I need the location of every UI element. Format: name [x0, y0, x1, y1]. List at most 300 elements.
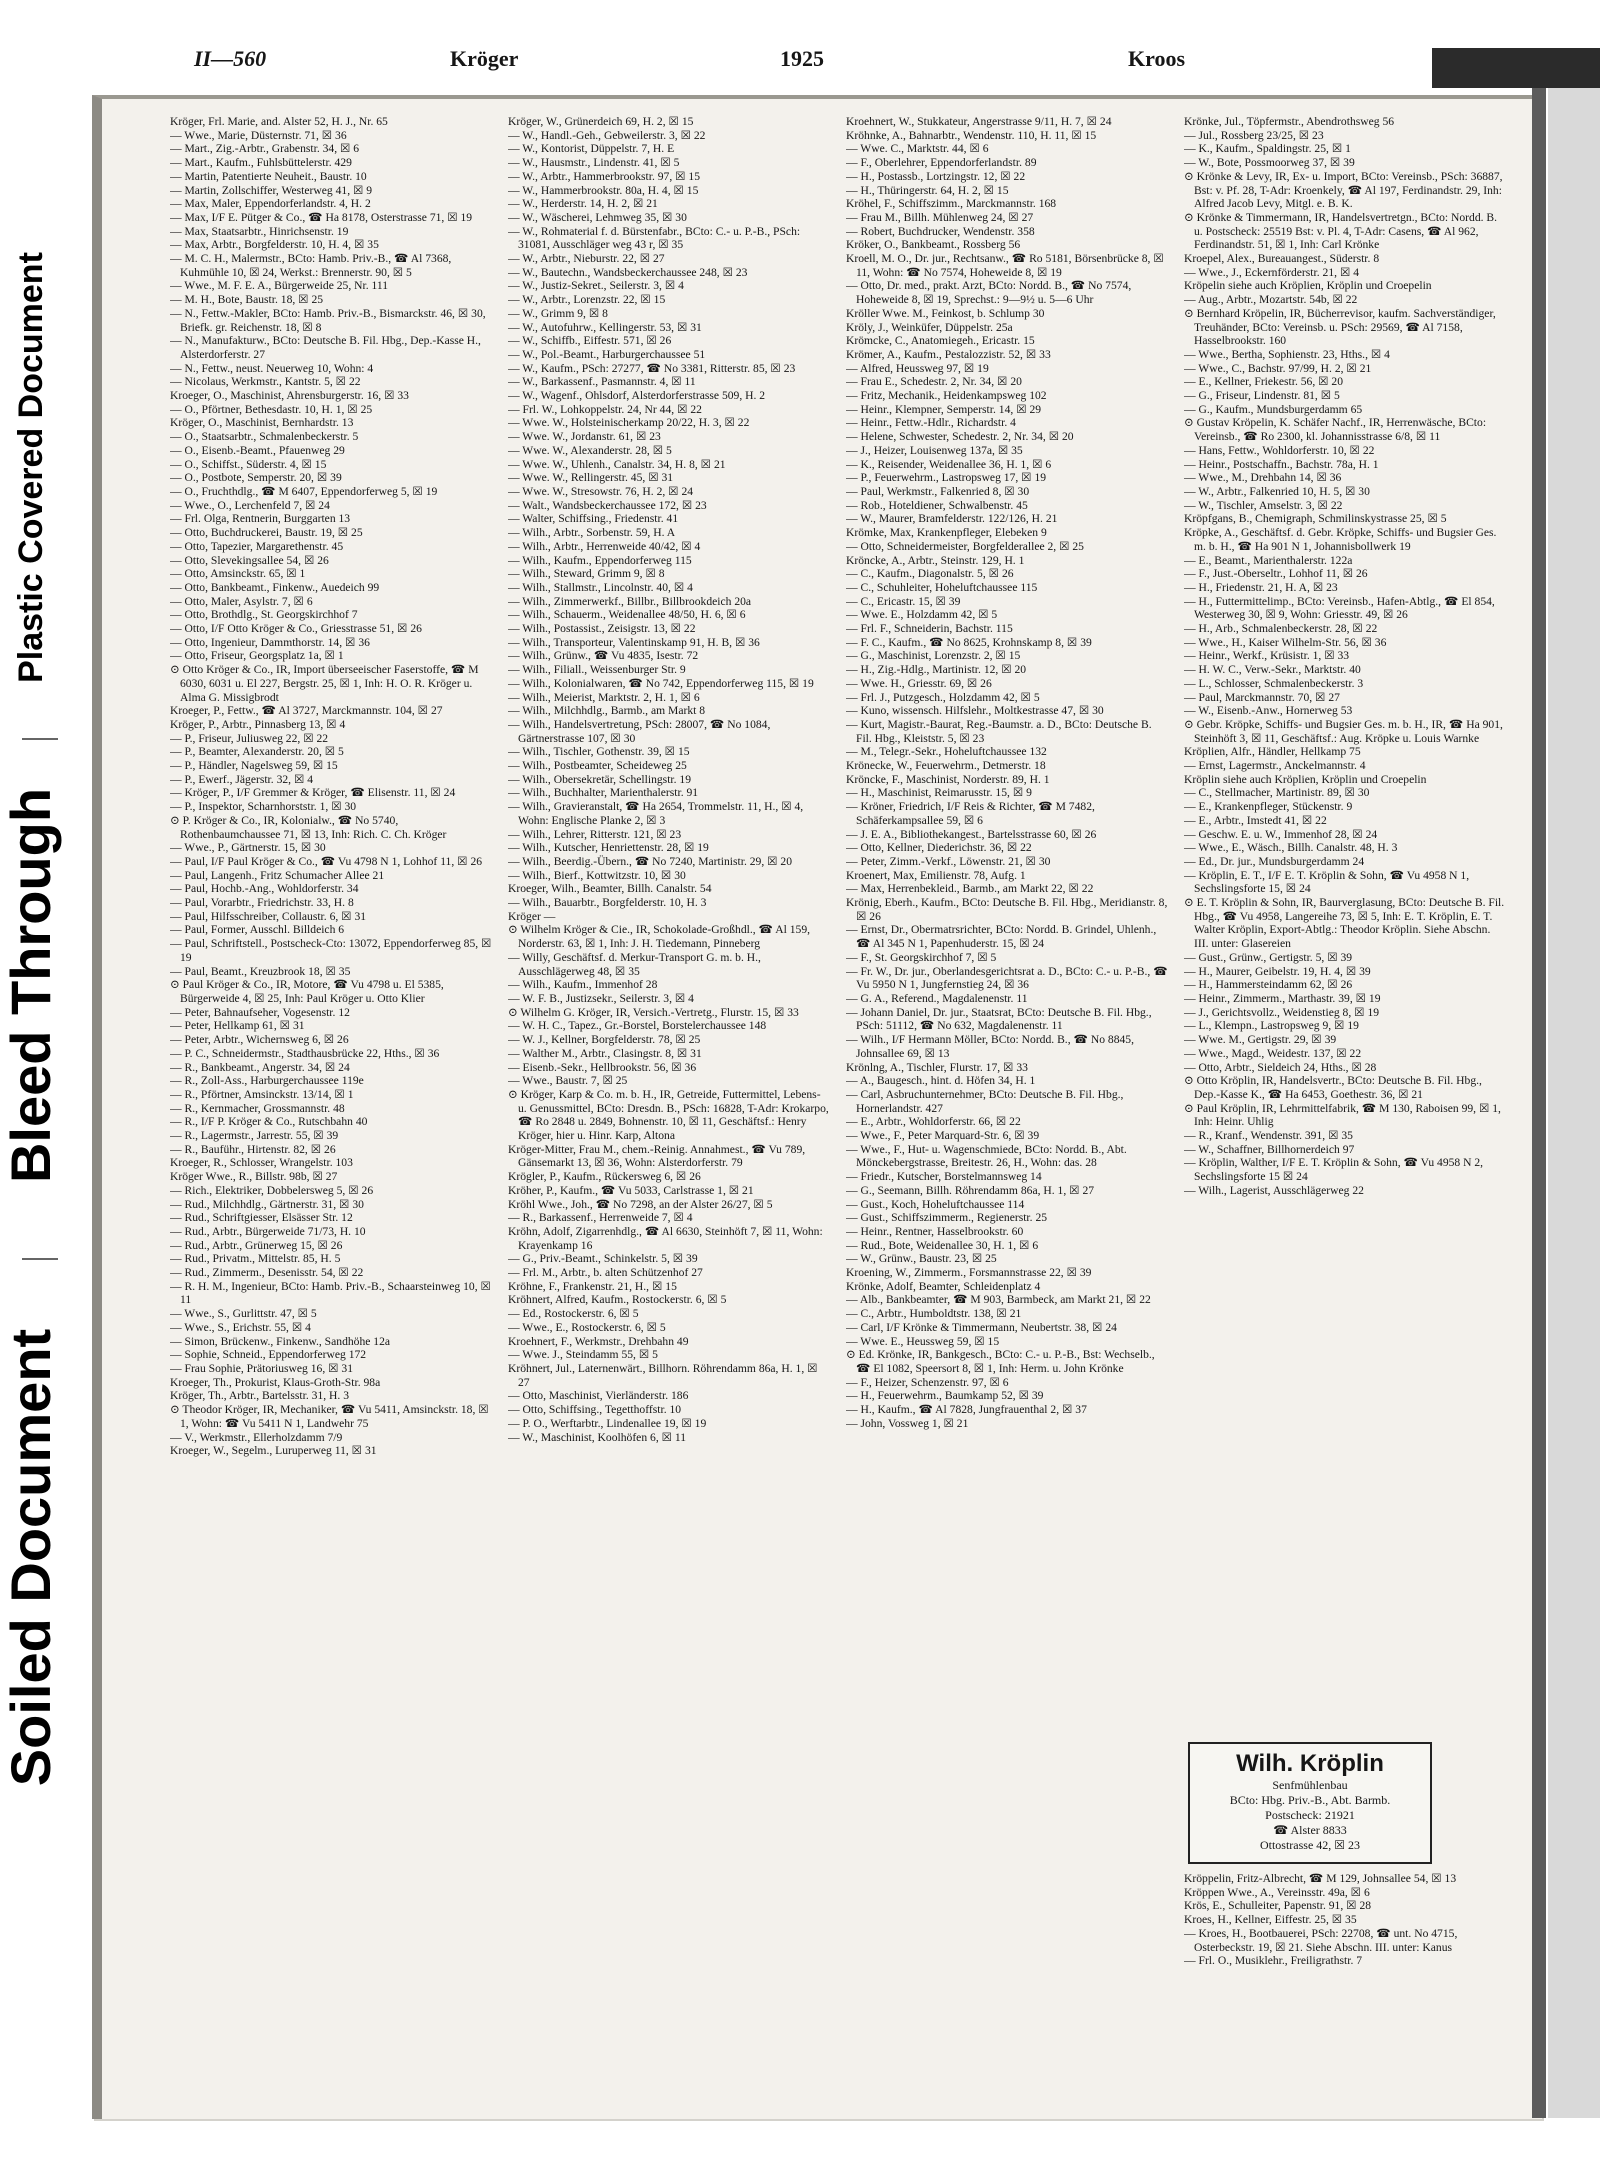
directory-entry: ⊙ P. Kröger & Co., IR, Kolonialw., ☎ No 5740, Rothenbaumchaussee 71, ☒ 13, Inh: Rich. C. Ch. Kröger — [170, 813, 447, 841]
directory-entry: — Robert, Buchdrucker, Wendenstr. 358 — [846, 224, 1035, 238]
directory-entry: — Wwe., H., Kaiser Wilhelm-Str. 56, ☒ 36 — [1184, 635, 1387, 649]
scan-margin-shadow — [1548, 88, 1600, 2118]
header-year: 1925 — [780, 46, 824, 71]
directory-entry: — Paul, Hochb.-Ang., Wohldorferstr. 34 — [170, 882, 359, 896]
directory-entry: — Frl. J., Putzgesch., Holzdamm 42, ☒ 5 — [846, 690, 1040, 704]
directory-entry: — W., Kaufm., PSch: 27277, ☎ No 3381, Ritterstr. 85, ☒ 23 — [508, 361, 796, 375]
directory-entry: — P., Beamter, Alexanderstr. 20, ☒ 5 — [170, 745, 344, 759]
directory-entry: — Otto, Ingenieur, Dammthorstr. 14, ☒ 36 — [170, 635, 370, 649]
directory-entry: — Friedr., Kutscher, Borstelmannsweg 14 — [846, 1170, 1042, 1184]
directory-entry: — Wilh., Postbeamter, Scheideweg 25 — [508, 759, 687, 773]
directory-entry: ⊙ Paul Kröplin, IR, Lehrmittelfabrik, ☎ M 130, Raboisen 99, ☒ 1, Inh: Heinr. Uhlig — [1184, 1101, 1501, 1129]
directory-entry: — Wilh., Lagerist, Ausschlägerweg 22 — [1184, 1183, 1364, 1197]
directory-entry: — Wwe. H., Griesstr. 69, ☒ 26 — [846, 676, 992, 690]
side-label-bleed-text: Bleed Through — [0, 787, 63, 1183]
directory-entry: Krönke, Jul., Töpfermstr., Abendrothsweg 56 — [1184, 115, 1395, 128]
directory-entry: — Kroes, H., Bootbauerei, PSch: 22708, ☎ unt. No 4715, Osterbeckstr. 19, ☒ 21. Siehe Abschn. III. unter: Kanus — [1184, 1926, 1458, 1954]
directory-entry: — Frau E., Schedestr. 2, Nr. 34, ☒ 20 — [846, 375, 1022, 389]
directory-entry: ⊙ Paul Kröger & Co., IR, Motore, ☎ Vu 4798 u. El 5385, Bürgerweide 4, ☒ 25, Inh: Paul Kröger u. Otto Klier — [170, 978, 444, 1005]
directory-entry: — C., Stellmacher, Martinistr. 89, ☒ 30 — [1184, 786, 1370, 800]
directory-entry: — Peter, Zimm.-Verkf., Löwenstr. 21, ☒ 30 — [846, 854, 1051, 868]
directory-entry: — Wilh., Filiall., Weissenburger Str. 9 — [508, 663, 686, 677]
directory-entry: Kröplin siehe auch Kröplien, Kröplin und Croepelin — [1184, 772, 1427, 786]
directory-entry: — Wwe., Marie, Düsternstr. 71, ☒ 36 — [170, 128, 347, 142]
directory-entry: — W., Grimm 9, ☒ 8 — [508, 306, 608, 320]
directory-entry: — Wilh., Beerdig.-Übern., ☎ No 7240, Martinistr. 29, ☒ 20 — [508, 854, 793, 868]
directory-entry: — Otto, Brothdlg., St. Georgskirchhof 7 — [170, 608, 358, 622]
directory-entry: ⊙ Theodor Kröger, IR, Mechaniker, ☎ Vu 5411, Amsinckstr. 18, ☒ 1, Wohn: ☎ Vu 5411 N 1, Landwehr 75 — [170, 1403, 489, 1430]
directory-entry: — Wwe., F., Peter Marquard-Str. 6, ☒ 39 — [846, 1129, 1040, 1143]
directory-entry: — Rud., Privatm., Mittelstr. 85, H. 5 — [170, 1252, 341, 1266]
directory-entry: — Otto, Schneidermeister, Borgfelderallee 2, ☒ 25 — [846, 539, 1084, 553]
directory-entry: Kröhnert, Alfred, Kaufm., Rostockerstr. 6, ☒ 5 — [508, 1293, 727, 1307]
directory-entry: — W., Justiz-Sekret., Seilerstr. 3, ☒ 4 — [508, 279, 684, 293]
directory-entry: — Ernst, Dr., Obermatrsrichter, BCto: Nordd. B. Grindel, Uhlenh., ☎ Al 345 N 1, Papenhuderstr. 15, ☒ 24 — [846, 923, 1157, 951]
directory-entry: — W., Tischler, Amselstr. 3, ☒ 22 — [1184, 498, 1343, 512]
directory-entry: — Otto, Slevekingsallee 54, ☒ 26 — [170, 553, 329, 567]
directory-entry: — Max, Herrenbekleid., Barmb., am Markt 22, ☒ 22 — [846, 882, 1094, 896]
directory-column-2 — [508, 115, 830, 1995]
directory-entry: — Rud., Schriftgiesser, Elsässer Str. 12 — [170, 1211, 353, 1225]
page-number: II—560 — [194, 46, 267, 71]
directory-entry: — Wilh., Milchhdlg., Barmb., am Markt 8 — [508, 704, 706, 718]
directory-entry: — John, Vossweg 1, ☒ 21 — [846, 1416, 969, 1430]
directory-entry: — K., Kaufm., Spaldingstr. 25, ☒ 1 — [1184, 142, 1351, 156]
directory-entry: — Wilh., Arbtr., Herrenweide 40/42, ☒ 4 — [508, 539, 701, 553]
directory-entry: — Alfred, Heussweg 97, ☒ 19 — [846, 361, 989, 375]
directory-entry: Kröller Wwe. M., Feinkost, b. Schlump 30 — [846, 306, 1045, 320]
directory-entry: — R., Barkassenf., Herrenweide 7, ☒ 4 — [508, 1211, 693, 1225]
directory-entry: — Simon, Brückenw., Finkenw., Sandhöhe 12a — [170, 1334, 391, 1348]
directory-entry: Krönke, Adolf, Beamter, Schleidenplatz 4 — [846, 1279, 1041, 1293]
directory-entry: — Alb., Bankbeamter, ☎ M 903, Barmbeck, am Markt 21, ☒ 22 — [846, 1293, 1151, 1307]
directory-entry: — Walt., Wandsbeckerchaussee 172, ☒ 23 — [508, 498, 707, 512]
directory-entry: — J. E. A., Bibliothekangest., Bartelsstrasse 60, ☒ 26 — [846, 827, 1097, 841]
header-last-name: Kroos — [1128, 46, 1186, 71]
directory-entry: — W. F. B., Justizsekr., Seilerstr. 3, ☒ 4 — [508, 992, 694, 1005]
directory-entry: — Paul, Langenh., Fritz Schumacher Allee 21 — [170, 868, 385, 882]
directory-entry: — W., Arbtr., Hammerbrookstr. 97, ☒ 15 — [508, 169, 701, 183]
directory-entry: — Wilh., Bauarbtr., Borgfelderstr. 10, H. 3 — [508, 896, 707, 910]
directory-entry: — W., Bautechn., Wandsbeckerchaussee 248, ☒ 23 — [508, 265, 748, 279]
directory-entry: — Paul, Former, Ausschl. Billdeich 6 — [170, 923, 345, 937]
directory-entry: — G., Friseur, Lindenstr. 81, ☒ 5 — [1184, 389, 1340, 403]
side-label-divider — [22, 1258, 58, 1260]
directory-entry: — G., Kaufm., Mundsburgerdamm 65 — [1184, 402, 1363, 416]
directory-entry: — Johann Daniel, Dr. jur., Staatsrat, BCto: Deutsche B. Fil. Hbg., PSch: 51112, ☎ No 632, Magdalenenstr. 11 — [846, 1005, 1152, 1033]
directory-entry: Kröhnert, Jul., Laternenwärt., Billhorn. Röhrendamm 86a, H. 1, ☒ 27 — [508, 1361, 818, 1389]
directory-entry: — R., Kernmacher, Grossmannstr. 48 — [170, 1101, 345, 1115]
directory-entry: — Rud., Bote, Weidenallee 30, H. 1, ☒ 6 — [846, 1238, 1039, 1252]
directory-entry: — Heinr., Werkf., Krüsistr. 1, ☒ 33 — [1184, 649, 1350, 663]
directory-entry: — Wilh., Schauerm., Weidenallee 48/50, H. 6, ☒ 6 — [508, 608, 746, 622]
directory-entry: Kroeger, R., Schlosser, Wrangelstr. 103 — [170, 1156, 353, 1170]
side-label-plastic-covered — [0, 195, 62, 740]
directory-entry: — Otto, Maler, Asylstr. 7, ☒ 6 — [170, 594, 313, 608]
directory-entry: — Wilh., Handelsvertretung, PSch: 28007, ☎ No 1084, Gärtnerstrasse 107, ☒ 30 — [508, 717, 771, 745]
directory-entry: — W., Eisenb.-Anw., Hornerweg 53 — [1184, 704, 1353, 718]
directory-entry: — Martin, Patentierte Neuheit., Baustr. 10 — [170, 169, 367, 183]
directory-entry: Kröppelin, Fritz-Albrecht, ☎ M 129, Johnsallee 54, ☒ 13 — [1184, 1872, 1457, 1885]
directory-entry: — W., Hausmstr., Lindenstr. 41, ☒ 5 — [508, 156, 680, 170]
directory-entry: — H., Zig.-Hdlg., Martinistr. 12, ☒ 20 — [846, 663, 1027, 677]
directory-entry: — V., Werkmstr., Ellerholzdamm 7/9 — [170, 1430, 343, 1444]
directory-entry: — Otto, Tapezier, Margarethenstr. 45 — [170, 539, 344, 553]
directory-entry: — Otto, Maschinist, Vierländerstr. 186 — [508, 1389, 689, 1403]
directory-entry: — Helene, Schwester, Schedestr. 2, Nr. 34, ☒ 20 — [846, 430, 1074, 444]
page-edge-shadow — [1532, 88, 1546, 2118]
directory-entry: Kröpfgans, B., Chemigraph, Schmilinskystrasse 25, ☒ 5 — [1184, 512, 1447, 526]
directory-entry: — Wilh., Bierf., Kottwitzstr. 10, ☒ 30 — [508, 868, 686, 882]
directory-entry: Krös, E., Schulleiter, Papenstr. 91, ☒ 28 — [1184, 1899, 1372, 1913]
directory-entry: — Rud., Zimmerm., Desenisstr. 54, ☒ 22 — [170, 1266, 364, 1280]
directory-entry: — Nicolaus, Werkmstr., Kantstr. 5, ☒ 22 — [170, 375, 361, 389]
directory-entry: — W., Arbtr., Falkenried 10, H. 5, ☒ 30 — [1184, 484, 1370, 498]
directory-entry: — Mart., Kaufm., Fuhlsbüttelerstr. 429 — [170, 156, 352, 170]
directory-entry: — Wilh., Kaufm., Eppendorferweg 115 — [508, 553, 692, 567]
directory-entry: Kröker, O., Bankbeamt., Rossberg 56 — [846, 238, 1021, 252]
directory-entry: — Otto, Schiffsing., Tegetthoffstr. 10 — [508, 1403, 682, 1417]
directory-entry: — Wilh., Kutscher, Henriettenstr. 28, ☒ 19 — [508, 841, 709, 855]
directory-entry: — Max, Arbtr., Borgfelderstr. 10, H. 4, ☒ 35 — [170, 238, 379, 252]
directory-entry: — Fr. W., Dr. jur., Oberlandesgerichtsrat a. D., BCto: C.- u. P.-B., ☎ Vu 5950 N 1, Jungfernstieg 24, ☒ 36 — [846, 964, 1168, 992]
directory-entry: — Martin, Zollschiffer, Westerweg 41, ☒ 9 — [170, 183, 373, 197]
directory-entry: — Wwe., P., Gärtnerstr. 15, ☒ 30 — [170, 841, 326, 855]
directory-entry: — Wilh., I/F Hermann Möller, BCto: Nordd. B., ☎ No 8845, Johnsallee 69, ☒ 13 — [846, 1033, 1134, 1060]
directory-entry: ⊙ Krönke & Timmermann, IR, Handelsvertretgn., BCto: Nordd. B. u. Postscheck: 25519 Bst: v. Pl. 4, T-Adr: Casens, ☎ Al 962, Ferdinandstr. 51, ☒ 1, Inh: Carl Krönke — [1184, 210, 1498, 252]
directory-entry: — W., Wäscherei, Lehmweg 35, ☒ 30 — [508, 210, 687, 224]
directory-entry: Kröhne, F., Frankenstr. 21, H., ☒ 15 — [508, 1279, 677, 1293]
directory-entry: — P., Inspektor, Scharnhorststr. 1, ☒ 30 — [170, 800, 357, 814]
directory-entry: — C., Ericastr. 15, ☒ 39 — [846, 594, 961, 608]
directory-entry: — P. O., Werftarbtr., Lindenallee 19, ☒ 19 — [508, 1416, 707, 1430]
directory-entry: — Wilh., Steward, Grimm 9, ☒ 8 — [508, 567, 665, 581]
directory-entry: — W. H. C., Tapez., Gr.-Borstel, Borstelerchaussee 148 — [508, 1019, 767, 1033]
directory-entry: — W., Rohmaterial f. d. Bürstenfabr., BCto: C.- u. P.-B., PSch: 31081, Ausschläger weg 43 r, ☒ 35 — [508, 224, 801, 252]
directory-entry: Krönecke, W., Feuerwehrm., Detmerstr. 18 — [846, 759, 1046, 773]
directory-entry: — Wilh., Stallmstr., Lincolnstr. 40, ☒ 4 — [508, 580, 693, 594]
directory-entry: — Wwe., F., Hut- u. Wagenschmiede, BCto: Nordd. B., Abt. Mönckebergstrasse, Breitestr. 26, H., Wohn: das. 28 — [846, 1142, 1127, 1170]
directory-entry: — Wwe. W., Alexanderstr. 28, ☒ 5 — [508, 443, 672, 457]
directory-column-1 — [170, 115, 492, 1995]
directory-entry: — M. C. H., Malermstr., BCto: Hamb. Priv.-B., ☎ Al 7368, Kuhmühle 10, ☒ 24, Werkst.: Brennerstr. 90, ☒ 5 — [170, 252, 452, 279]
directory-entry: — P., Feuerwehrm., Lastropsweg 17, ☒ 19 — [846, 471, 1047, 485]
directory-entry: — G., Priv.-Beamt., Schinkelstr. 5, ☒ 39 — [508, 1252, 698, 1266]
directory-entry: — H., Friedenstr. 21, H. A, ☒ 23 — [1184, 580, 1338, 594]
directory-entry: Kröhl Wwe., Joh., ☎ No 7298, an der Alster 26/27, ☒ 5 — [508, 1197, 773, 1211]
directory-entry: — Wilh., Kolonialwaren, ☎ No 742, Eppendorferweg 115, ☒ 19 — [508, 676, 814, 690]
directory-entry: — Kurt, Magistr.-Baurat, Reg.-Baumstr. a. D., BCto: Deutsche B. Fil. Hbg., Kleiststr. 5, ☒ 23 — [846, 717, 1152, 745]
side-label-bleed-through — [0, 740, 62, 1230]
directory-entry: — Gust., Koch, Hoheluftchaussee 114 — [846, 1197, 1025, 1211]
directory-entry: — Wwe. W., Uhlenh., Canalstr. 34, H. 8, ☒ 21 — [508, 457, 726, 471]
directory-entry: — Wilh., Postassist., Zeisigstr. 13, ☒ 22 — [508, 622, 696, 636]
directory-entry: — A., Baugesch., hint. d. Höfen 34, H. 1 — [846, 1074, 1036, 1088]
directory-entry: Kröger — — [508, 909, 556, 923]
directory-entry: — Wwe., M., Drehbahn 14, ☒ 36 — [1184, 471, 1342, 485]
directory-entry: — Mart., Zig.-Arbtr., Grabenstr. 34, ☒ 6 — [170, 142, 360, 156]
directory-entry: — Heinr., Zimmerm., Marthastr. 39, ☒ 19 — [1184, 992, 1381, 1005]
directory-entry: — Wilh., Gravieranstalt, ☎ Ha 2654, Trommelstr. 11, H., ☒ 4, Wohn: Englische Planke 2, ☒ 3 — [508, 800, 804, 827]
directory-entry: — Wwe., O., Lerchenfeld 7, ☒ 24 — [170, 498, 330, 512]
header-first-name: Kröger — [450, 46, 519, 71]
directory-entry: — Wwe., Bertha, Sophienstr. 23, Hths., ☒ 4 — [1184, 347, 1390, 361]
directory-entry: — Wwe. C., Marktstr. 44, ☒ 6 — [846, 142, 989, 156]
side-label-soiled-document — [0, 1285, 62, 1830]
directory-entry: — Paul, Beamt., Kreuzbrook 18, ☒ 35 — [170, 964, 351, 978]
directory-entry: — Wilh., Meierist, Marktstr. 2, H. 1, ☒ 6 — [508, 690, 700, 704]
directory-entry: — W., Herderstr. 14, H. 2, ☒ 21 — [508, 197, 658, 211]
directory-entry: — H., Kaufm., ☎ Al 7828, Jungfrauenthal 2, ☒ 37 — [846, 1403, 1087, 1417]
directory-entry: — Wilh., Arbtr., Sorbenstr. 59, H. A — [508, 526, 676, 540]
directory-entry: — F., Oberlehrer, Eppendorferlandstr. 89 — [846, 156, 1037, 170]
directory-entry: — W., Arbtr., Nieburstr. 22, ☒ 27 — [508, 252, 665, 266]
directory-column-3 — [846, 115, 1168, 1995]
directory-entry: — Wwe., E., Wäsch., Billh. Canalstr. 48, H. 3 — [1184, 841, 1398, 855]
directory-entry: Kroeger, O., Maschinist, Ahrensburgerstr. 16, ☒ 33 — [170, 389, 409, 403]
directory-entry: Krögler, P., Kaufm., Rückersweg 6, ☒ 26 — [508, 1170, 701, 1184]
directory-entry: — Frl. O., Musiklehr., Freiligrathstr. 7 — [1184, 1954, 1363, 1968]
directory-entry: — Otto, Arbtr., Sieldeich 24, Hths., ☒ 28 — [1184, 1060, 1377, 1074]
directory-entry: ⊙ Otto Kröger & Co., IR, Import überseeischer Faserstoffe, ☎ M 6030, 6031 u. El 227, Bergstr. 25, ☒ 1, Inh: H. O. R. Kröger u. Alma G. Missigbrodt — [170, 663, 479, 704]
directory-entry: — Jul., Rossberg 23/25, ☒ 23 — [1184, 128, 1324, 142]
directory-entry: — O., Schiffst., Süderstr. 4, ☒ 15 — [170, 457, 327, 471]
directory-entry: — W., Pol.-Beamt., Harburgerchaussee 51 — [508, 347, 706, 361]
directory-entry: — Wwe. M., Gertigstr. 29, ☒ 39 — [1184, 1033, 1337, 1047]
directory-entry: Kröncke, F., Maschinist, Norderstr. 89, H. 1 — [846, 772, 1050, 786]
directory-entry: — M., Telegr.-Sekr., Hoheluftchaussee 132 — [846, 745, 1047, 759]
directory-entry: — Max, Staatsarbtr., Hinrichsenstr. 19 — [170, 224, 349, 238]
directory-entry: — W., Wagenf., Ohlsdorf, Alsterdorferstrasse 509, H. 2 — [508, 389, 766, 403]
directory-entry: — N., Manufakturw., BCto: Deutsche B. Fil. Hbg., Dep.-Kasse H., Alsterdorferstr. 27 — [170, 334, 481, 361]
directory-entry: — Gust., Grünw., Gertigstr. 5, ☒ 39 — [1184, 950, 1353, 964]
directory-entry: ⊙ Bernhard Kröpelin, IR, Bücherrevisor, kaufm. Sachverständiger, Treuhänder, BCto: Vereinsb. u. PSch: 29569, ☎ Al 7158, Hasselbrookstr. 160 — [1184, 306, 1496, 348]
directory-entry: ⊙ Gebr. Kröpke, Schiffs- und Bugsier Ges. m. b. H., IR, ☎ Ha 901, Steinhöft 3, ☒ 11, Geschäftsf.: Aug. Kröpke u. Louis Warnke — [1184, 717, 1503, 745]
directory-entry: — W., Maurer, Bramfelderstr. 122/126, H. 21 — [846, 512, 1058, 526]
directory-entry: — Heinr., Rentner, Hasselbrookstr. 60 — [846, 1224, 1024, 1238]
directory-entry: — W., Autofuhrw., Kellingerstr. 53, ☒ 31 — [508, 320, 702, 334]
directory-entry: — R., Kranf., Wendenstr. 391, ☒ 35 — [1184, 1129, 1353, 1143]
directory-entry: — L., Schlosser, Schmalenbeckerstr. 3 — [1184, 676, 1364, 690]
directory-entry: — W., Schiffb., Eiffestr. 571, ☒ 26 — [508, 334, 672, 348]
directory-entry: Krönig, Eberh., Kaufm., BCto: Deutsche B. Fil. Hbg., Meridianstr. 8, ☒ 26 — [846, 896, 1168, 923]
directory-entry: — Wwe. W., Holsteinischerkamp 20/22, H. 3, ☒ 22 — [508, 416, 750, 430]
directory-entry: — W., Arbtr., Lorenzstr. 22, ☒ 15 — [508, 293, 666, 307]
directory-entry: — R., I/F P. Kröger & Co., Rutschbahn 40 — [170, 1115, 368, 1129]
side-label-soiled-text: Soiled Document — [0, 1328, 63, 1787]
directory-entry: — Wwe., C., Bachstr. 97/99, H. 2, ☒ 21 — [1184, 361, 1372, 375]
directory-entry: — R., Bauführ., Hirtenstr. 82, ☒ 26 — [170, 1142, 336, 1156]
directory-entry: — Wilh., Zimmerwerkf., Billbr., Billbrookdeich 20a — [508, 594, 752, 608]
directory-entry: — Wilh., Obersekretär, Schellingstr. 19 — [508, 772, 692, 786]
directory-entry: Krönlng, A., Tischler, Flurstr. 17, ☒ 33 — [846, 1060, 1028, 1074]
directory-entry: — Hans, Fettw., Wohldorferstr. 10, ☒ 22 — [1184, 443, 1375, 457]
directory-entry: ⊙ Kröger, Karp & Co. m. b. H., IR, Getreide, Futtermittel, Lebens- u. Genussmittel, BCto: Dresdn. B., PSch: 16828, T-Adr: Krokarpo, ☎ Ro 2848 u. 2849, Bohnenstr. 10, ☒ 11, Geschäftsf.: Henry Kröger, hier u. Hinr. Karp, Altona — [508, 1087, 829, 1143]
page-header — [102, 46, 1516, 80]
directory-entry: — Frl. Olga, Rentnerin, Burggarten 13 — [170, 512, 351, 526]
directory-entry: — Wilh., Grünw., ☎ Vu 4835, Isestr. 72 — [508, 649, 699, 663]
directory-entry: — R. H. M., Ingenieur, BCto: Hamb. Priv.-B., Schaarsteinweg 10, ☒ 11 — [170, 1279, 491, 1307]
directory-entry: — J., Heizer, Louisenweg 137a, ☒ 35 — [846, 443, 1023, 457]
directory-entry: — N., Fettw., neust. Neuerweg 10, Wohn: 4 — [170, 361, 374, 375]
directory-entry: Kröhn, Adolf, Zigarrenhdlg., ☎ Al 6630, Steinhöft 7, ☒ 11, Wohn: Krayenkamp 16 — [508, 1224, 823, 1252]
directory-entry: — W., Barkassenf., Pasmannstr. 4, ☒ 11 — [508, 375, 696, 389]
directory-entry: — F. C., Kaufm., ☎ No 8625, Krohnskamp 8, ☒ 39 — [846, 635, 1092, 649]
directory-entry: — Wwe. J., Steindamm 55, ☒ 5 — [508, 1348, 658, 1362]
directory-entry: — Sophie, Schneid., Eppendorferweg 172 — [170, 1348, 367, 1362]
directory-entry: — Willy, Geschäftsf. d. Merkur-Transport G. m. b. H., Ausschlägerweg 48, ☒ 35 — [508, 950, 761, 978]
directory-entry: — Kröplin, E. T., I/F E. T. Kröplin & Sohn, ☎ Vu 4958 N 1, Sechslingsforte 15, ☒ 24 — [1184, 868, 1470, 896]
directory-entry: — Geschw. E. u. W., Immenhof 28, ☒ 24 — [1184, 827, 1378, 841]
directory-entry: — P., Händler, Nagelsweg 59, ☒ 15 — [170, 759, 338, 773]
directory-entry: — F., Heizer, Schenzenstr. 97, ☒ 6 — [846, 1375, 1009, 1389]
directory-entry: — Peter, Arbtr., Wichernsweg 6, ☒ 26 — [170, 1033, 349, 1047]
directory-entry: — H. W. C., Verw.-Sekr., Marktstr. 40 — [1184, 663, 1361, 677]
directory-entry: — E., Krankenpfleger, Stückenstr. 9 — [1184, 800, 1353, 814]
directory-entry: — R., Zoll-Ass., Harburgerchaussee 119e — [170, 1074, 364, 1088]
directory-entry: — Rud., Arbtr., Grünerweg 15, ☒ 26 — [170, 1238, 343, 1252]
directory-entry: — Otto, Amsinckstr. 65, ☒ 1 — [170, 567, 306, 581]
directory-entry: — R., Pförtner, Amsinckstr. 13/14, ☒ 1 — [170, 1087, 354, 1101]
directory-entry: — Heinr., Klempner, Semperstr. 14, ☒ 29 — [846, 402, 1042, 416]
directory-entry: — Kröger, P., I/F Gremmer & Kröger, ☎ Elisenstr. 11, ☒ 24 — [170, 786, 456, 800]
advertisement-box — [1188, 1742, 1432, 1864]
directory-entry: Kroeger, Th., Prokurist, Klaus-Groth-Str. 98a — [170, 1375, 381, 1389]
directory-entry: — Paul, I/F Paul Kröger & Co., ☎ Vu 4798 N 1, Lohhof 11, ☒ 26 — [170, 854, 483, 868]
directory-entry: ⊙ Wilhelm G. Kröger, IR, Versich.-Vertretg., Flurstr. 15, ☒ 33 — [508, 1005, 799, 1019]
directory-entry: — W., Grünw., Baustr. 23, ☒ 25 — [846, 1252, 997, 1266]
directory-entry: — Wwe., Baustr. 7, ☒ 25 — [508, 1074, 628, 1088]
directory-entry: — Peter, Hellkamp 61, ☒ 31 — [170, 1019, 305, 1033]
directory-entry: — Wilh., Lehrer, Ritterstr. 121, ☒ 23 — [508, 827, 682, 841]
side-label-plastic-text: Plastic Covered Document — [11, 252, 50, 683]
directory-entry: — W., Handl.-Geh., Gebweilerstr. 3, ☒ 22 — [508, 128, 706, 142]
directory-entry: Kröhnke, A., Bahnarbtr., Wendenstr. 110, H. 11, ☒ 15 — [846, 128, 1097, 142]
directory-entry: — Wwe., M. F. E. A., Bürgerweide 25, Nr. 111 — [170, 279, 389, 293]
directory-entry: — E., Beamt., Marienthalerstr. 122a — [1184, 553, 1353, 567]
directory-entry: — Heinr., Fettw.-Hdlr., Richardstr. 4 — [846, 416, 1016, 430]
directory-entry: — Frl. W., Lohkoppelstr. 24, Nr 44, ☒ 22 — [508, 402, 702, 416]
directory-entry: — E., Arbtr., Wohldorferstr. 66, ☒ 22 — [846, 1115, 1021, 1129]
ad-line: ☎ Alster 8833 — [1273, 1823, 1347, 1837]
directory-entry: — H., Futtermittelimp., BCto: Vereinsb., Hafen-Abtlg., ☎ El 854, Westerweg 30, ☒ 9, Wohn: Griesstr. 49, ☒ 26 — [1184, 594, 1495, 622]
directory-entry: Kröger, Th., Arbtr., Bartelsstr. 31, H. 3 — [170, 1389, 350, 1403]
directory-entry: — W., Hammerbrookstr. 80a, H. 4, ☒ 15 — [508, 183, 699, 197]
directory-entry: Kröger, P., Arbtr., Pinnasberg 13, ☒ 4 — [170, 717, 346, 731]
directory-entry: — H., Maschinist, Reimarusstr. 15, ☒ 9 — [846, 786, 1032, 800]
directory-entry: — F., Just.-Oberseltr., Lohhof 11, ☒ 26 — [1184, 567, 1368, 581]
directory-entry: — C., Arbtr., Humboldtstr. 138, ☒ 21 — [846, 1307, 1022, 1321]
directory-entry: — O., Pförtner, Bethesdastr. 10, H. 1, ☒ 25 — [170, 402, 373, 416]
directory-entry: — Frl. F., Schneiderin, Bachstr. 115 — [846, 622, 1013, 636]
directory-entry: — N., Fettw.-Makler, BCto: Hamb. Priv.-B., Bismarckstr. 46, ☒ 30, Briefk. gr. Reichenstr. 18, ☒ 8 — [170, 306, 486, 334]
directory-entry: — E., Kellner, Friekestr. 56, ☒ 20 — [1184, 375, 1344, 389]
directory-entry: Kroeger, W., Segelm., Luruperweg 11, ☒ 31 — [170, 1444, 377, 1458]
directory-entry: — Wwe. E., Heussweg 59, ☒ 15 — [846, 1334, 1000, 1348]
directory-entry: — Aug., Arbtr., Mozartstr. 54b, ☒ 22 — [1184, 293, 1358, 307]
directory-column-4-lower — [1184, 1872, 1506, 2112]
directory-entry: — M. H., Bote, Baustr. 18, ☒ 25 — [170, 293, 324, 307]
directory-entry: — W. J., Kellner, Borgfelderstr. 78, ☒ 25 — [508, 1033, 701, 1047]
directory-entry: — H., Feuerwehrm., Baumkamp 52, ☒ 39 — [846, 1389, 1044, 1403]
directory-entry: — W., Kontorist, Düppelstr. 7, H. E — [508, 142, 675, 156]
directory-entry: Kroes, H., Kellner, Eiffestr. 25, ☒ 35 — [1184, 1913, 1357, 1927]
directory-entry: — Heinr., Postschaffn., Bachstr. 78a, H. 1 — [1184, 457, 1379, 471]
directory-entry: — L., Klempn., Lastropsweg 9, ☒ 19 — [1184, 1019, 1359, 1033]
directory-entry: — O., Staatsarbtr., Schmalenbeckerstr. 5 — [170, 430, 359, 444]
directory-entry: Kroenert, Max, Emilienstr. 78, Aufg. 1 — [846, 868, 1026, 882]
directory-entry: — Gust., Schiffszimmerm., Regienerstr. 25 — [846, 1211, 1048, 1225]
directory-entry: — Wilh., Transporteur, Valentinskamp 91, H. B, ☒ 36 — [508, 635, 760, 649]
directory-entry: — Rich., Elektriker, Dobbelersweg 5, ☒ 26 — [170, 1183, 374, 1197]
directory-entry: — Otto, Bankbeamt., Finkenw., Auedeich 99 — [170, 580, 380, 594]
directory-entry: — W., Maschinist, Koolhöfen 6, ☒ 11 — [508, 1430, 687, 1444]
directory-entry: Kröpelin siehe auch Kröplien, Kröplin und Croepelin — [1184, 279, 1432, 293]
directory-entry: Kroehnert, F., Werkmstr., Drehbahn 49 — [508, 1334, 689, 1348]
directory-entry: — Wwe., Magd., Weidestr. 137, ☒ 22 — [1184, 1046, 1362, 1060]
directory-entry: Kröncke, A., Arbtr., Steinstr. 129, H. 1 — [846, 553, 1025, 567]
directory-entry: — Otto, I/F Otto Kröger & Co., Griesstrasse 51, ☒ 26 — [170, 622, 422, 636]
directory-entry: — Walter, Schiffsing., Friedenstr. 41 — [508, 512, 679, 526]
directory-entry: Kröger, W., Grünerdeich 69, H. 2, ☒ 15 — [508, 115, 694, 128]
directory-entry: — Wilh., Tischler, Gothenstr. 39, ☒ 15 — [508, 745, 690, 759]
directory-entry: — P. C., Schneidermstr., Stadthausbrücke 22, Hths., ☒ 36 — [170, 1046, 440, 1060]
directory-entry: Kröger-Mitter, Frau M., chem.-Reinig. Annahmest., ☎ Vu 789, Gänsemarkt 13, ☒ 36, Wohn: Alsterdorferstr. 79 — [508, 1142, 806, 1170]
directory-entry: — Kröplin, Walther, I/F E. T. Kröplin & Sohn, ☎ Vu 4958 N 2, Sechslingsforte 15 ☒ 24 — [1184, 1156, 1484, 1184]
directory-entry: — Wwe. E., Holzdamm 42, ☒ 5 — [846, 608, 998, 622]
directory-entry: — Eisenb.-Sekr., Hellbrookstr. 56, ☒ 36 — [508, 1060, 697, 1074]
directory-entry: Kröly, J., Weinküfer, Düppelstr. 25a — [846, 320, 1013, 334]
directory-entry: — Kröner, Friedrich, I/F Reis & Richter, ☎ M 7482, Schäferkampsallee 59, ☒ 6 — [846, 800, 1095, 827]
directory-entry: Kröger Wwe., R., Billstr. 98b, ☒ 27 — [170, 1170, 338, 1184]
directory-entry: — Paul, Vorarbtr., Friedrichstr. 33, H. 8 — [170, 896, 354, 910]
directory-entry: ⊙ E. T. Kröplin & Sohn, IR, Baurverglasung, BCto: Deutsche B. Fil. Hbg., ☎ Vu 4958, Langereihe 73, ☒ 5, Inh: E. T. Kröplin, E. T. Walter Kröplin, Export-Abtlg.: Theodor Kröplin. Siehe Abschn. III. unter: Glasereien — [1184, 896, 1505, 951]
directory-entry: — C., Kaufm., Diagonalstr. 5, ☒ 26 — [846, 567, 1014, 581]
directory-entry: — Max, Maler, Eppendorferlandstr. 4, H. 2 — [170, 197, 371, 211]
directory-entry: — Wwe. W., Jordanstr. 61, ☒ 23 — [508, 430, 661, 444]
directory-entry: Kroehnert, W., Stukkateur, Angerstrasse 9/11, H. 7, ☒ 24 — [846, 115, 1112, 128]
directory-entry: — Ed., Dr. jur., Mundsburgerdamm 24 — [1184, 854, 1365, 868]
directory-entry: — G. A., Referend., Magdalenenstr. 11 — [846, 992, 1028, 1005]
directory-entry: Kröhel, F., Schiffszimm., Marckmannstr. 168 — [846, 197, 1057, 211]
directory-entry: — Otto, Buchdruckerei, Baustr. 19, ☒ 25 — [170, 526, 363, 540]
directory-entry: Kroening, W., Zimmerm., Forsmannstrasse 22, ☒ 39 — [846, 1266, 1092, 1280]
directory-entry: — O., Postbote, Semperstr. 20, ☒ 39 — [170, 471, 342, 485]
directory-entry: ⊙ Otto Kröplin, IR, Handelsvertr., BCto: Deutsche B. Fil. Hbg., Dep.-Kasse K., ☎ Ha 6453, Goethestr. 36, ☒ 21 — [1184, 1074, 1482, 1101]
directory-entry: ⊙ Gustav Kröpelin, K. Schäfer Nachf., IR, Herrenwäsche, BCto: Vereinsb., ☎ Ro 2300, kl. Johannisstrasse 6/8, ☒ 11 — [1184, 416, 1487, 444]
directory-entry: — J., Gerichtsvollz., Weidenstieg 8, ☒ 19 — [1184, 1005, 1380, 1019]
directory-entry: — Paul, Marckmannstr. 70, ☒ 27 — [1184, 690, 1340, 704]
directory-entry: — H., Maurer, Geibelstr. 19, H. 4, ☒ 39 — [1184, 964, 1371, 978]
directory-entry: — O., Fruchthdlg., ☎ M 6407, Eppendorferweg 5, ☒ 19 — [170, 484, 438, 498]
directory-entry: — Kuno, wissensch. Hilfslehr., Moltkestrasse 47, ☒ 30 — [846, 704, 1104, 718]
directory-entry: Kröher, P., Kaufm., ☎ Vu 5033, Carlstrasse 1, ☒ 21 — [508, 1183, 754, 1197]
directory-entry: — Carl, Asbruchunternehmer, BCto: Deutsche B. Fil. Hbg., Hornerlandstr. 427 — [846, 1087, 1124, 1115]
directory-entry: — E., Arbtr., Imstedt 41, ☒ 22 — [1184, 813, 1327, 827]
directory-entry: — Wilh., Buchhalter, Marienthalerstr. 91 — [508, 786, 699, 800]
directory-entry: Kroeger, P., Fettw., ☎ Al 3727, Marckmannstr. 104, ☒ 27 — [170, 704, 443, 718]
directory-entry: ⊙ Krönke & Levy, IR, Ex- u. Import, BCto: Vereinsb., PSch: 36887, Bst: v. Pf. 28, T-Adr: Kroenkely, ☎ Al 197, Ferdinandstr. 29, Inh: Alfred Jacob Levy, Mitgl. e. B. K. — [1184, 169, 1503, 211]
directory-entry: — Wwe., J., Eckernförderstr. 21, ☒ 4 — [1184, 265, 1360, 279]
directory-entry: — R., Bankbeamt., Angerstr. 34, ☒ 24 — [170, 1060, 350, 1074]
directory-entry: — Wwe., S., Gurlittstr. 47, ☒ 5 — [170, 1307, 317, 1321]
directory-entry: — Rud., Milchhdlg., Gärtnerstr. 31, ☒ 30 — [170, 1197, 364, 1211]
directory-entry: Kröger, O., Maschinist, Bernhardstr. 13 — [170, 416, 354, 430]
directory-entry: — Frau Sophie, Prätoriusweg 16, ☒ 31 — [170, 1361, 353, 1375]
directory-entry: Krömke, Max, Krankenpfleger, Elebeken 9 — [846, 526, 1047, 540]
directory-entry: — Frau M., Billh. Mühlenweg 24, ☒ 27 — [846, 210, 1034, 224]
directory-entry: — Max, I/F E. Pütger & Co., ☎ Ha 8178, Osterstrasse 71, ☒ 19 — [170, 210, 473, 224]
